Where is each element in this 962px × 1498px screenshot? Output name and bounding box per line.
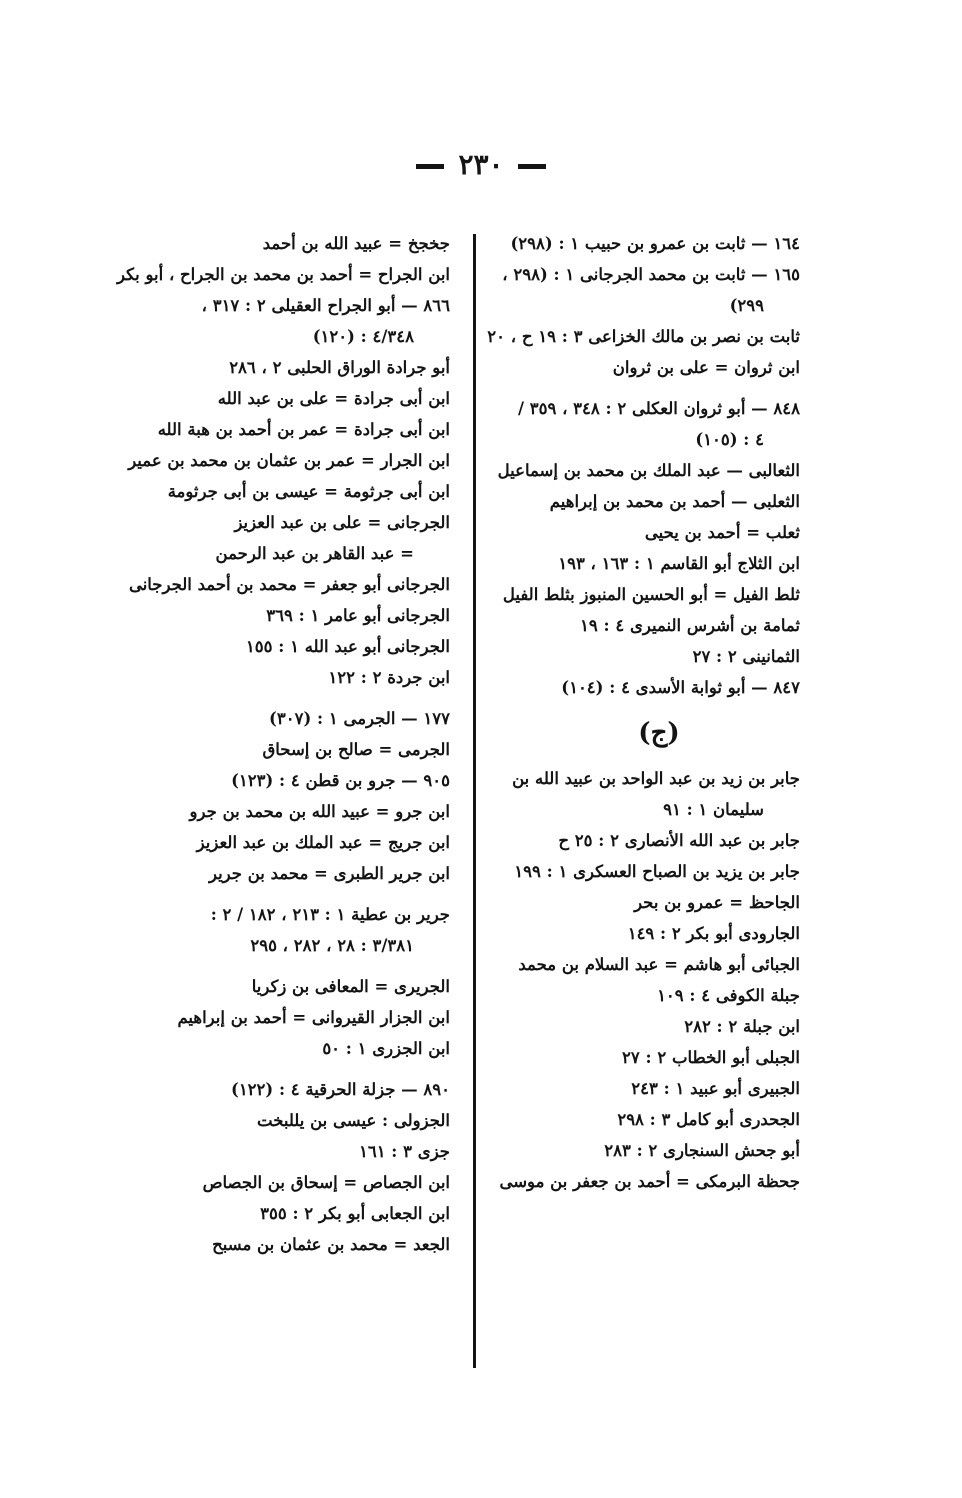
- index-entry: ابن الجصاص = إسحاق بن الجصاص: [202, 1173, 450, 1192]
- page-number: ٢٣٠: [458, 148, 504, 181]
- index-entry: ابن الثلاج أبو القاسم ١ : ١٦٣ ، ١٩٣: [558, 554, 800, 573]
- index-entry: الجريرى = المعافى بن زكريا: [251, 977, 450, 996]
- index-entry-continuation: سليمان ١ : ٩١: [663, 800, 764, 819]
- index-entry: الجعد = محمد بن عثمان بن مسبح: [212, 1235, 450, 1254]
- index-entry: جبلة الكوفى ٤ : ١٠٩: [657, 986, 800, 1005]
- index-entry: ابن الجراح = أحمد بن محمد بن الجراح ، أبو بكر: [116, 265, 450, 284]
- index-entry: جابر بن يزيد بن الصباح العسكرى ١ : ١٩٩: [514, 862, 800, 881]
- right-column: [478, 228, 800, 1197]
- index-entry: أبو جرادة الوراق الحلبى ٢ ، ٢٨٦: [229, 358, 450, 377]
- index-entry: جزى ٣ : ١٦١: [358, 1142, 450, 1161]
- page-number-header: [0, 148, 962, 181]
- index-entry: الجارودى أبو بكر ٢ : ١٤٩: [627, 924, 800, 943]
- index-entry: ابن الجرار = عمر بن عثمان بن محمد بن عمير: [128, 451, 450, 470]
- index-entry: الجبائى أبو هاشم = عبد السلام بن محمد: [518, 955, 800, 974]
- index-entry: الجاحظ = عمرو بن بحر: [634, 893, 800, 912]
- index-entry: ابن جرو = عبيد الله بن محمد بن جرو: [189, 802, 450, 821]
- index-entry: ثلط الفيل = أبو الحسين المنبوز بثلط الفيل: [502, 585, 800, 604]
- index-entry: ١٧٧ — الجرمى ١ : (٣٠٧): [269, 709, 450, 728]
- index-entry: جحظة البرمكى = أحمد بن جعفر بن موسى: [499, 1172, 800, 1191]
- index-entry: جابر بن زيد بن عبد الواحد بن عبيد الله بن: [512, 769, 800, 788]
- index-entry-continuation: ٤ : (١٠٥): [695, 430, 764, 449]
- index-entry: الجزولى : عيسى بن يللبخت: [257, 1111, 450, 1130]
- index-entry: ٨٩٠ — جزلة الحرقية ٤ : (١٢٢): [231, 1080, 450, 1099]
- index-entry: ٨٤٨ — أبو ثروان العكلى ٢ : ٣٤٨ ، ٣٥٩ /: [517, 399, 800, 418]
- index-entry: الجرجانى أبو جعفر = محمد بن أحمد الجرجانى: [128, 575, 450, 594]
- index-entry: ابن الجعابى أبو بكر ٢ : ٣٥٥: [260, 1204, 450, 1223]
- index-entry: الجرجانى أبو عبد الله ١ : ١٥٥: [245, 637, 450, 656]
- index-entry: الجرمى = صالح بن إسحاق: [262, 740, 450, 759]
- index-entry: ابن الجزار القيروانى = أحمد بن إبراهيم: [177, 1008, 450, 1027]
- index-entry: ثمامة بن أشرس النميرى ٤ : ١٩: [580, 616, 800, 635]
- index-entry: جابر بن عبد الله الأنصارى ٢ : ٢٥ ح: [558, 831, 800, 850]
- index-entry-continuation: ٣/٣٨١ : ٢٨ ، ٢٨٢ ، ٢٩٥: [250, 936, 414, 955]
- index-entry: ٨٦٦ — أبو الجراح العقيلى ٢ : ٣١٧ ،: [201, 296, 450, 315]
- index-entry: أبو جحش السنجارى ٢ : ٢٨٣: [604, 1141, 800, 1160]
- index-entry: الثعالبى — عبد الملك بن محمد بن إسماعيل: [497, 461, 800, 480]
- index-entry: جخجخ = عبيد الله بن أحمد: [262, 234, 450, 253]
- index-entry: ابن ثروان = على بن ثروان: [612, 358, 800, 377]
- index-entry: ابن جرير الطبرى = محمد بن جرير: [208, 864, 450, 883]
- index-entry-continuation: = عبد القاهر بن عبد الرحمن: [215, 544, 414, 563]
- index-entry-continuation: ٤/٣٤٨ : (١٢٠): [312, 327, 414, 346]
- index-entry: ثعلب = أحمد بن يحيى: [644, 523, 800, 542]
- index-entry-continuation: ٢٩٩): [729, 296, 764, 315]
- column-divider: [473, 234, 476, 1368]
- index-entry: الجرجانى = على بن عبد العزيز: [234, 513, 450, 532]
- index-entry: ١٦٥ — ثابت بن محمد الجرجانى ١ : (٢٩٨ ،: [502, 265, 800, 284]
- index-entry: جرير بن عطية ١ : ٢١٣ ، ١٨٢ / ٢ :: [210, 905, 450, 924]
- right-dash: [518, 164, 546, 169]
- index-entry: ابن جبلة ٢ : ٢٨٢: [684, 1017, 800, 1036]
- left-dash: [416, 164, 444, 169]
- left-column: [90, 228, 450, 1260]
- index-entry: ابن أبى جرادة = على بن عبد الله: [217, 389, 450, 408]
- index-entry: الثمانينى ٢ : ٢٧: [692, 647, 800, 666]
- index-entry: ابن الجزرى ١ : ٥٠: [322, 1039, 450, 1058]
- index-entry: الثعلبى — أحمد بن محمد بن إبراهيم: [549, 492, 800, 511]
- index-entry: الجبيرى أبو عبيد ١ : ٢٤٣: [631, 1079, 800, 1098]
- index-entry: ثابت بن نصر بن مالك الخزاعى ٣ : ١٩ ح ، ٢٠: [487, 327, 800, 346]
- section-letter-heading: (ج): [638, 718, 680, 748]
- index-entry: ابن أبى جرثومة = عيسى بن أبى جرثومة: [167, 482, 450, 501]
- index-entry: ابن أبى جرادة = عمر بن أحمد بن هبة الله: [157, 420, 450, 439]
- index-entry: ٩٠٥ — جرو بن قطن ٤ : (١٢٣): [231, 771, 450, 790]
- index-entry: ١٦٤ — ثابت بن عمرو بن حبيب ١ : (٢٩٨): [510, 234, 800, 253]
- index-entry: ابن جريج = عبد الملك بن عبد العزيز: [196, 833, 450, 852]
- index-entry: الجحدرى أبو كامل ٣ : ٢٩٨: [617, 1110, 800, 1129]
- index-entry: الجرجانى أبو عامر ١ : ٣٦٩: [266, 606, 450, 625]
- index-entry: ابن جردة ٢ : ١٢٢: [328, 668, 450, 687]
- index-entry: ٨٤٧ — أبو ثوابة الأسدى ٤ : (١٠٤): [561, 678, 800, 697]
- index-entry: الجبلى أبو الخطاب ٢ : ٢٧: [622, 1048, 800, 1067]
